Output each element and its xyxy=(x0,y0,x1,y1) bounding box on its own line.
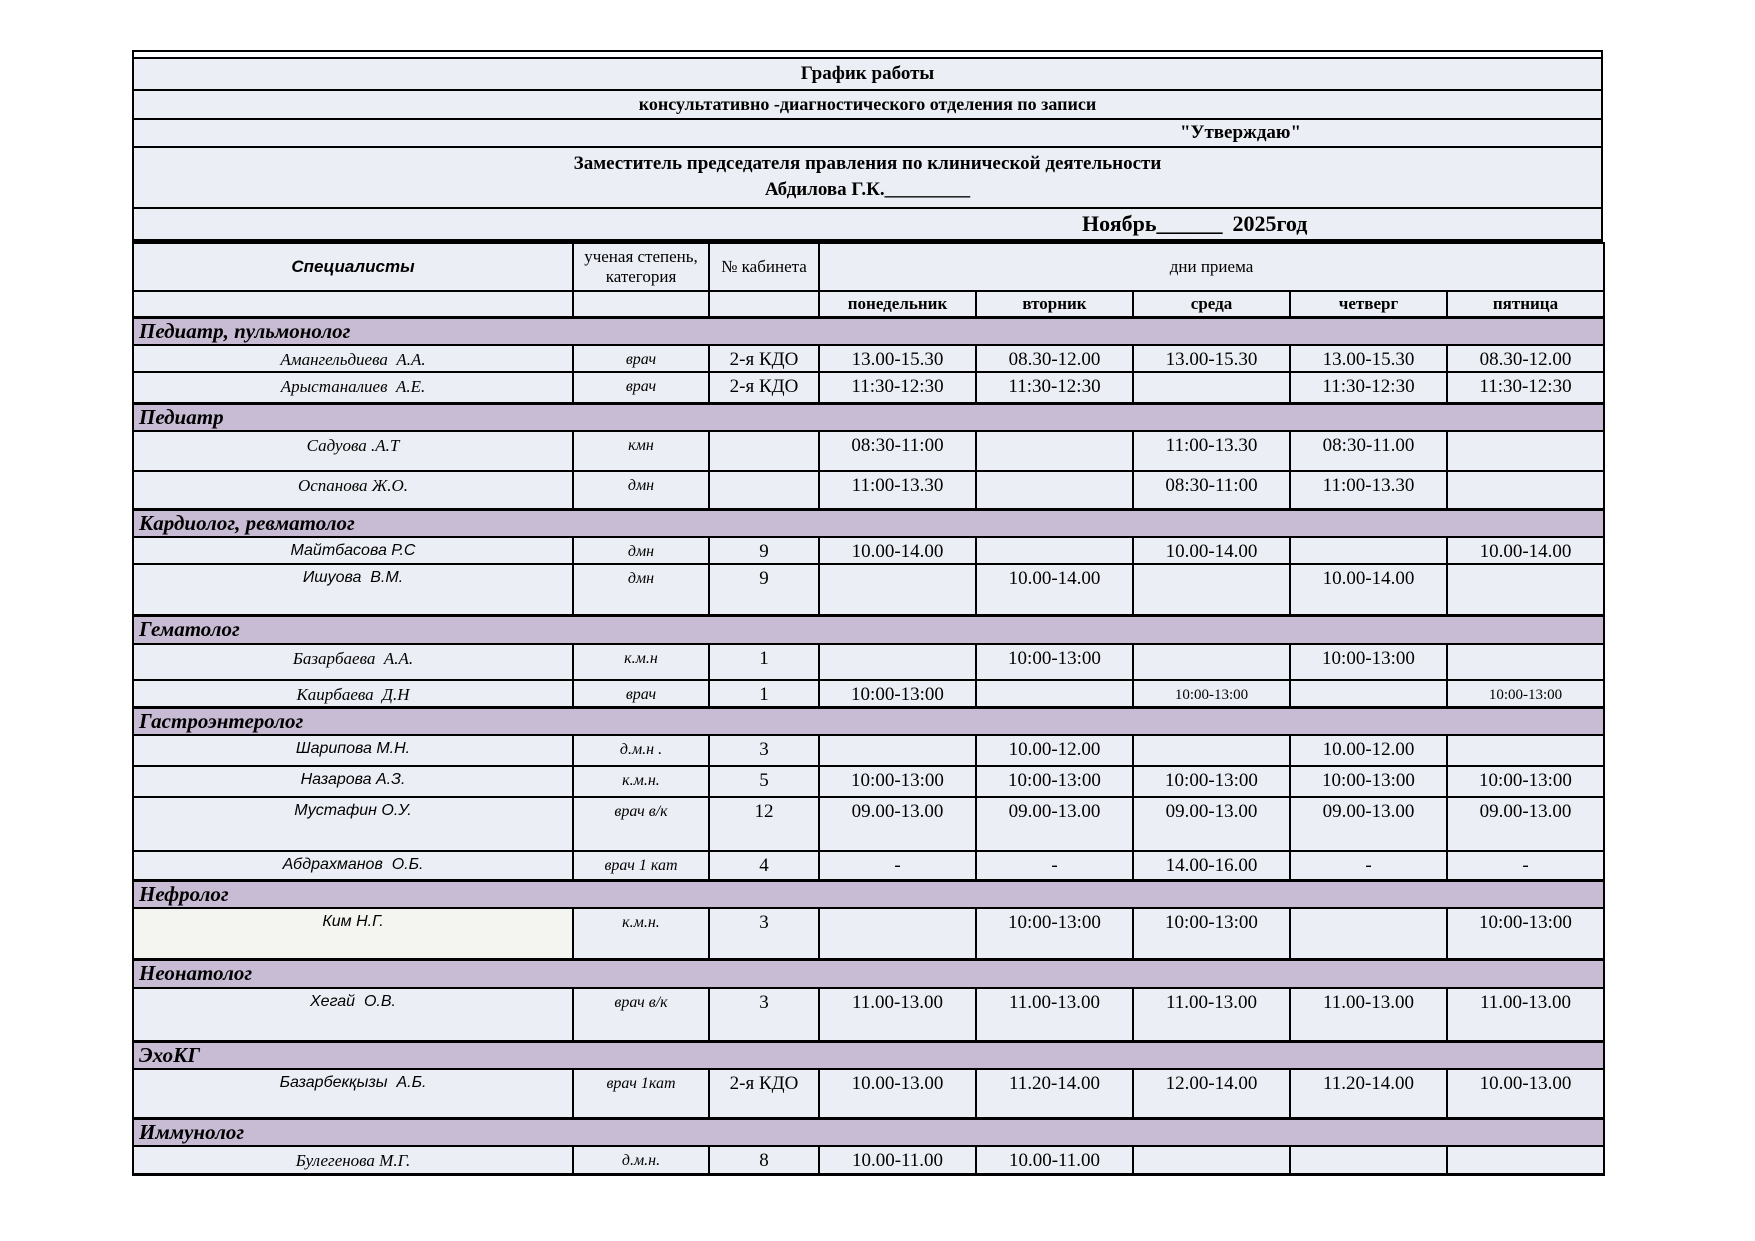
schedule-cell: - xyxy=(819,851,976,880)
schedule-cell xyxy=(1290,1146,1447,1175)
schedule-cell xyxy=(1133,1146,1290,1175)
schedule-cell: 13.00-15.30 xyxy=(1290,345,1447,372)
schedule-cell: - xyxy=(1290,851,1447,880)
degree-cell: врач 1кат xyxy=(573,1069,709,1118)
schedule-cell: 11:30-12:30 xyxy=(976,372,1133,404)
section-row xyxy=(133,960,1604,988)
doctor-name: Абдрахманов О.Б. xyxy=(133,851,573,880)
schedule-cell xyxy=(819,644,976,680)
schedule-cell: 10.00-14.00 xyxy=(1447,537,1604,564)
degree-cell: дмн xyxy=(573,471,709,509)
schedule-cell: - xyxy=(976,851,1133,880)
table-row xyxy=(133,797,1604,851)
degree-cell: дмн xyxy=(573,537,709,564)
schedule-cell: 09.00-13.00 xyxy=(1447,797,1604,851)
schedule-cell: 09.00-13.00 xyxy=(819,797,976,851)
schedule-cell xyxy=(976,431,1133,471)
schedule-cell: 10:00-13:00 xyxy=(1447,908,1604,960)
schedule-cell xyxy=(1447,644,1604,680)
schedule-cell xyxy=(1447,431,1604,471)
degree-cell: врач xyxy=(573,372,709,404)
day-thursday: четверг xyxy=(1290,291,1447,317)
schedule-cell: 11.00-13.00 xyxy=(1447,988,1604,1042)
cabinet-cell: 3 xyxy=(709,735,819,766)
cabinet-cell: 4 xyxy=(709,851,819,880)
section-label: Кардиолог, ревматолог xyxy=(133,509,1604,537)
table-row xyxy=(133,431,1604,471)
schedule-cell: 10.00-12.00 xyxy=(1290,735,1447,766)
doctor-name: Оспанова Ж.О. xyxy=(133,471,573,509)
table-row xyxy=(133,680,1604,708)
cabinet-cell: 1 xyxy=(709,644,819,680)
grid-header-row xyxy=(133,243,1604,291)
schedule-cell: 10:00-13:00 xyxy=(1447,680,1604,708)
section-row xyxy=(133,616,1604,644)
schedule-cell: 09.00-13.00 xyxy=(1290,797,1447,851)
degree-cell: врач xyxy=(573,680,709,708)
degree-cell: д.м.н . xyxy=(573,735,709,766)
degree-cell: дмн xyxy=(573,564,709,616)
degree-cell: д.м.н. xyxy=(573,1146,709,1175)
cabinet-cell: 9 xyxy=(709,537,819,564)
schedule-cell: 10:00-13:00 xyxy=(976,766,1133,797)
section-row xyxy=(133,880,1604,908)
schedule-cell: 08.30-12.00 xyxy=(976,345,1133,372)
top-double-border xyxy=(134,52,1601,59)
deputy-block xyxy=(134,148,1601,209)
schedule-cell: 10:00-13:00 xyxy=(819,766,976,797)
doctor-name: Базарбаева А.А. xyxy=(133,644,573,680)
table-row xyxy=(133,537,1604,564)
schedule-cell: 10:00-13:00 xyxy=(1133,908,1290,960)
month-label: Ноябрь xyxy=(1082,211,1157,236)
cabinet-cell: 3 xyxy=(709,988,819,1042)
section-row xyxy=(133,404,1604,432)
doctor-name: Ишуова В.М. xyxy=(133,564,573,616)
cabinet-cell: 2-я КДО xyxy=(709,372,819,404)
schedule-cell xyxy=(1447,564,1604,616)
header-band xyxy=(132,50,1603,242)
schedule-cell xyxy=(819,564,976,616)
schedule-cell xyxy=(819,908,976,960)
table-row xyxy=(133,644,1604,680)
schedule-cell: 09.00-13.00 xyxy=(976,797,1133,851)
day-friday: пятница xyxy=(1447,291,1604,317)
schedule-cell: 10.00-14.00 xyxy=(1133,537,1290,564)
section-row xyxy=(133,1042,1604,1070)
empty-cell xyxy=(573,291,709,317)
section-label: Нефролог xyxy=(133,880,1604,908)
table-row xyxy=(133,564,1604,616)
section-row xyxy=(133,708,1604,736)
schedule-cell: 11.00-13.00 xyxy=(1133,988,1290,1042)
schedule-cell: 11:30-12:30 xyxy=(1447,372,1604,404)
degree-cell: врач 1 кат xyxy=(573,851,709,880)
schedule-cell xyxy=(1447,471,1604,509)
schedule-cell: 10.00-13.00 xyxy=(819,1069,976,1118)
day-wednesday: среда xyxy=(1133,291,1290,317)
table-row xyxy=(133,1069,1604,1118)
degree-cell: кмн xyxy=(573,431,709,471)
schedule-cell: 10:00-13:00 xyxy=(1133,680,1290,708)
degree-cell: к.м.н xyxy=(573,644,709,680)
section-label: Гастроэнтеролог xyxy=(133,708,1604,736)
schedule-cell xyxy=(1290,680,1447,708)
table-row xyxy=(133,766,1604,797)
doctor-name: Ким Н.Г. xyxy=(133,908,573,960)
schedule-cell: 10.00-12.00 xyxy=(976,735,1133,766)
schedule-cell: 13.00-15.30 xyxy=(1133,345,1290,372)
month-year-row xyxy=(134,209,1601,242)
schedule-cell: 10.00-14.00 xyxy=(819,537,976,564)
deputy-name: Абдилова Г.К. xyxy=(764,179,885,200)
section-row xyxy=(133,317,1604,345)
schedule-cell: 08:30-11:00 xyxy=(819,431,976,471)
doctor-name: Назарова А.З. xyxy=(133,766,573,797)
doctor-name: Хегай О.В. xyxy=(133,988,573,1042)
schedule-cell: - xyxy=(1447,851,1604,880)
section-label: Педиатр xyxy=(133,404,1604,432)
cabinet-cell: 2-я КДО xyxy=(709,345,819,372)
schedule-cell: 10:00-13:00 xyxy=(976,644,1133,680)
cabinet-cell: 9 xyxy=(709,564,819,616)
schedule-cell: 10.00-14.00 xyxy=(1290,564,1447,616)
schedule-cell xyxy=(1290,908,1447,960)
deputy-title: Заместитель председателя правления по клинической деятельности xyxy=(573,153,1162,174)
schedule-cell: 11.00-13.00 xyxy=(1290,988,1447,1042)
schedule-cell: 14.00-16.00 xyxy=(1133,851,1290,880)
schedule-cell xyxy=(1133,372,1290,404)
day-names-row xyxy=(133,291,1604,317)
cabinet-cell: 5 xyxy=(709,766,819,797)
schedule-cell xyxy=(819,735,976,766)
schedule-cell xyxy=(1133,735,1290,766)
doctor-name: Арыстаналиев А.Е. xyxy=(133,372,573,404)
doc-subtitle: консультативно -диагностического отделения по записи xyxy=(134,91,1601,120)
degree-cell: врач в/к xyxy=(573,797,709,851)
section-label: Гематолог xyxy=(133,616,1604,644)
degree-cell: к.м.н. xyxy=(573,766,709,797)
schedule-cell xyxy=(1447,735,1604,766)
section-label: Педиатр, пульмонолог xyxy=(133,317,1604,345)
doctor-name: Булегенова М.Г. xyxy=(133,1146,573,1175)
cabinet-cell: 8 xyxy=(709,1146,819,1175)
schedule-cell: 11.00-13.00 xyxy=(976,988,1133,1042)
schedule-cell: 10:00-13:00 xyxy=(819,680,976,708)
degree-cell: врач xyxy=(573,345,709,372)
schedule-table xyxy=(132,242,1605,1176)
cabinet-cell xyxy=(709,471,819,509)
schedule-cell: 13.00-15.30 xyxy=(819,345,976,372)
cabinet-cell: 3 xyxy=(709,908,819,960)
schedule-cell xyxy=(1133,644,1290,680)
schedule-cell: 08.30-12.00 xyxy=(1447,345,1604,372)
schedule-cell: 10.00-11.00 xyxy=(976,1146,1133,1175)
empty-cell xyxy=(709,291,819,317)
doctor-name: Майтбасова Р.С xyxy=(133,537,573,564)
doctor-name: Амангельдиева А.А. xyxy=(133,345,573,372)
schedule-cell: 10:00-13:00 xyxy=(1290,766,1447,797)
section-label: Иммунолог xyxy=(133,1118,1604,1146)
table-row xyxy=(133,1146,1604,1175)
cabinet-cell: 2-я КДО xyxy=(709,1069,819,1118)
section-row xyxy=(133,509,1604,537)
schedule-cell: 11.20-14.00 xyxy=(976,1069,1133,1118)
section-label: ЭхоКГ xyxy=(133,1042,1604,1070)
month-blank-line: ______ xyxy=(1156,211,1223,236)
schedule-cell xyxy=(1447,1146,1604,1175)
doctor-name: Каирбаева Д.Н xyxy=(133,680,573,708)
schedule-cell: 12.00-14.00 xyxy=(1133,1069,1290,1118)
deputy-signature xyxy=(134,177,1601,203)
day-monday: понедельник xyxy=(819,291,976,317)
schedule-body xyxy=(133,243,1604,1175)
doctor-name: Мустафин О.У. xyxy=(133,797,573,851)
schedule-cell: 09.00-13.00 xyxy=(1133,797,1290,851)
schedule-cell xyxy=(1133,564,1290,616)
doctor-name: Базарбекқызы А.Б. xyxy=(133,1069,573,1118)
day-tuesday: вторник xyxy=(976,291,1133,317)
cabinet-cell: 1 xyxy=(709,680,819,708)
schedule-cell: 11.00-13.00 xyxy=(819,988,976,1042)
reception-days-header: дни приема xyxy=(819,243,1604,291)
approve-label: "Утверждаю" xyxy=(134,120,1601,148)
degree-cell: врач в/к xyxy=(573,988,709,1042)
schedule-cell: 11:30-12:30 xyxy=(1290,372,1447,404)
schedule-cell: 10:00-13:00 xyxy=(976,908,1133,960)
schedule-cell xyxy=(976,680,1133,708)
section-label: Неонатолог xyxy=(133,960,1604,988)
year-label: 2025год xyxy=(1232,211,1308,236)
schedule-cell: 11.20-14.00 xyxy=(1290,1069,1447,1118)
table-row xyxy=(133,988,1604,1042)
signature-line: _________ xyxy=(884,179,971,200)
schedule-cell: 11:00-13.30 xyxy=(1133,431,1290,471)
table-row xyxy=(133,851,1604,880)
schedule-cell: 10.00-14.00 xyxy=(976,564,1133,616)
cabinet-header: № кабинета xyxy=(709,243,819,291)
schedule-cell: 11:00-13.30 xyxy=(819,471,976,509)
schedule-cell xyxy=(1290,537,1447,564)
table-row xyxy=(133,345,1604,372)
degree-cell: к.м.н. xyxy=(573,908,709,960)
degree-header: ученая степень, категория xyxy=(573,243,709,291)
doctor-name: Садуова .А.Т xyxy=(133,431,573,471)
schedule-cell xyxy=(976,471,1133,509)
table-row xyxy=(133,471,1604,509)
schedule-cell xyxy=(976,537,1133,564)
schedule-cell: 10:00-13:00 xyxy=(1447,766,1604,797)
schedule-cell: 11:30-12:30 xyxy=(819,372,976,404)
schedule-cell: 10:00-13:00 xyxy=(1133,766,1290,797)
schedule-cell: 10:00-13:00 xyxy=(1290,644,1447,680)
section-row xyxy=(133,1118,1604,1146)
schedule-cell: 08:30-11.00 xyxy=(1290,431,1447,471)
schedule-cell: 08:30-11:00 xyxy=(1133,471,1290,509)
table-row xyxy=(133,735,1604,766)
schedule-cell: 11:00-13.30 xyxy=(1290,471,1447,509)
doc-title: График работы xyxy=(134,59,1601,91)
schedule-document xyxy=(132,50,1603,1176)
doctor-name: Шарипова М.Н. xyxy=(133,735,573,766)
empty-cell xyxy=(133,291,573,317)
schedule-cell: 10.00-13.00 xyxy=(1447,1069,1604,1118)
cabinet-cell xyxy=(709,431,819,471)
schedule-cell: 10.00-11.00 xyxy=(819,1146,976,1175)
table-row xyxy=(133,372,1604,404)
table-row xyxy=(133,908,1604,960)
specialists-header: Специалисты xyxy=(133,243,573,291)
cabinet-cell: 12 xyxy=(709,797,819,851)
